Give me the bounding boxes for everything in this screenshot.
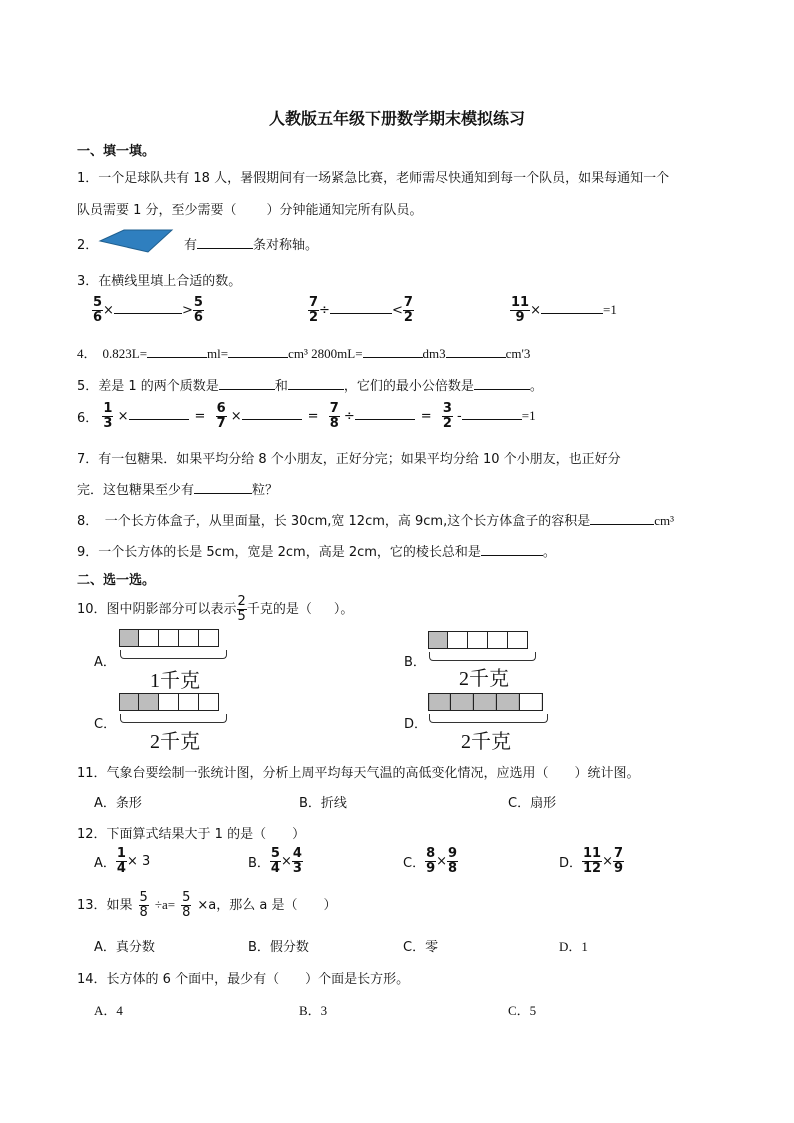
- numerator: 5: [193, 295, 203, 310]
- empty-cell: [179, 693, 199, 711]
- answer-blank[interactable]: [147, 345, 207, 358]
- brace: [429, 652, 536, 661]
- denominator: 9: [614, 861, 624, 876]
- question-12: 12．下面算式结果大于 1 的是（ ）: [77, 827, 306, 842]
- option-d-label: 2千克: [461, 731, 511, 753]
- q4-text-d: dm3: [422, 346, 446, 361]
- denominator: 2: [403, 310, 413, 325]
- operator: × 3: [126, 854, 151, 869]
- option-c[interactable]: C．5: [508, 1003, 537, 1018]
- question-1-line1: 1．一个足球队共有 18 人，暑假期间有一场紧急比赛，老师需尽快通知到每一个队员，如果每通知一个: [77, 171, 670, 186]
- q3-item-1: [92, 296, 204, 325]
- q7-text-a: 完．这包糖果至少有: [77, 483, 195, 498]
- denominator: 3: [292, 861, 302, 876]
- denominator: 4: [270, 861, 280, 876]
- q8-unit: cm³: [654, 513, 675, 528]
- denominator: 8: [329, 416, 339, 431]
- question-3-text: 3．在横线里填上合适的数。: [77, 274, 242, 289]
- denominator: 9: [515, 310, 525, 325]
- option-letter: A．: [94, 856, 116, 871]
- operator: ×: [530, 303, 541, 318]
- q3-item-3: [510, 296, 617, 325]
- option-d[interactable]: D．1: [559, 939, 588, 954]
- question-1-line2: [77, 199, 423, 218]
- numerator: 3: [442, 401, 452, 416]
- answer-blank[interactable]: [194, 481, 252, 494]
- empty-cell: [139, 629, 159, 647]
- numerator: 7: [614, 846, 624, 861]
- question-8: [77, 510, 674, 529]
- q1-text-b: ）分钟能通知完所有队员。: [266, 203, 423, 218]
- empty-cell: [159, 629, 179, 647]
- q4-text-b: ml=: [207, 346, 229, 361]
- shaded-cell: [428, 693, 451, 711]
- answer-blank[interactable]: [481, 543, 543, 556]
- question-7-line2: [77, 479, 278, 498]
- option-c[interactable]: [403, 847, 458, 876]
- q9-text-a: 9．一个长方体的长是 5cm，宽是 2cm，高是 2cm，它的棱长总和是: [77, 545, 481, 560]
- empty-cell: [520, 693, 543, 711]
- operator: ÷: [319, 303, 330, 318]
- option-c-label: 2千克: [150, 731, 200, 753]
- equals: =: [194, 409, 206, 424]
- option-b[interactable]: [248, 847, 303, 876]
- question-5: [77, 375, 543, 394]
- denominator: 5: [237, 609, 246, 624]
- operator: -: [457, 409, 462, 424]
- option-a[interactable]: A．真分数: [94, 940, 155, 955]
- answer-blank[interactable]: [541, 301, 603, 314]
- shaded-cell: [497, 693, 520, 711]
- q8-text-a: 8． 一个长方体盒子，从里面量，长 30cm,宽 12cm，高 9cm,这个长方体盒子的容积是: [77, 514, 591, 529]
- question-2-number: 2．: [77, 238, 99, 253]
- denominator: 7: [216, 416, 226, 431]
- empty-cell: [199, 629, 219, 647]
- answer-blank[interactable]: [242, 407, 302, 420]
- brace: [120, 714, 227, 723]
- answer-blank[interactable]: [288, 377, 344, 390]
- answer-blank[interactable]: [446, 345, 506, 358]
- shaded-cell: [119, 629, 139, 647]
- numerator: 4: [292, 846, 302, 861]
- option-a[interactable]: A．条形: [94, 796, 142, 811]
- option-a[interactable]: A．4: [94, 1003, 123, 1018]
- q2-text-a: 有: [184, 238, 198, 253]
- answer-blank[interactable]: [219, 377, 275, 390]
- equals: =1: [603, 302, 617, 317]
- option-d-letter[interactable]: D．: [404, 717, 428, 732]
- option-letter: D．: [559, 856, 583, 871]
- answer-blank[interactable]: [363, 345, 423, 358]
- shaded-cell: [474, 693, 497, 711]
- q5-text-a: 5．差是 1 的两个质数是: [77, 379, 219, 394]
- option-b-bar: [428, 631, 528, 649]
- section-heading: 一、填一填。: [77, 144, 156, 159]
- shaded-cell: [428, 631, 448, 649]
- numerator: 7: [309, 295, 319, 310]
- equals: =1: [521, 408, 536, 423]
- brace: [429, 714, 548, 723]
- numerator: 11: [511, 295, 530, 310]
- q10-text-b: 千克的是（: [246, 602, 312, 617]
- numerator: 5: [270, 846, 280, 861]
- answer-blank[interactable]: [355, 407, 415, 420]
- option-d-bar: [428, 693, 543, 711]
- q6-number: 6．: [77, 411, 99, 426]
- question-6: [77, 402, 536, 431]
- operator: ×: [280, 854, 292, 869]
- option-b-letter[interactable]: B．: [404, 655, 426, 670]
- option-b-label: 2千克: [459, 668, 509, 690]
- q4-text-e: cm'3: [505, 346, 531, 361]
- q4-text-c: cm³ 2800mL=: [288, 346, 363, 361]
- empty-cell: [488, 631, 508, 649]
- page-title: 人教版五年级下册数学期末模拟练习: [268, 109, 525, 128]
- numerator: 1: [103, 401, 113, 416]
- option-c[interactable]: C．扇形: [508, 796, 557, 811]
- option-a-letter[interactable]: A．: [94, 655, 116, 670]
- comparison: <: [391, 303, 403, 318]
- denominator: 9: [426, 861, 436, 876]
- q10-text-c: ）。: [333, 602, 354, 617]
- empty-cell: [199, 693, 219, 711]
- question-7-line1: 7．有一包糖果．如果平均分给 8 个小朋友，正好分完；如果平均分给 10 个小朋友，也正好分: [77, 452, 621, 467]
- numerator: 11: [583, 846, 602, 861]
- q5-text-b: 和: [274, 379, 288, 394]
- operator: ÷: [343, 409, 355, 424]
- operator: ×: [103, 303, 114, 318]
- q13-text-c: ×a，那么 a 是（ ）: [197, 898, 337, 913]
- empty-cell: [468, 631, 488, 649]
- option-b[interactable]: B．折线: [299, 796, 347, 811]
- answer-blank[interactable]: [129, 407, 189, 420]
- denominator: 6: [193, 310, 203, 325]
- numerator: 5: [139, 890, 148, 905]
- numerator: 7: [403, 295, 413, 310]
- option-a-bar: [119, 629, 219, 647]
- empty-cell: [159, 693, 179, 711]
- denominator: 4: [116, 861, 126, 876]
- denominator: 8: [448, 861, 458, 876]
- numerator: 1: [116, 846, 126, 861]
- question-11: 11．气象台要绘制一张统计图，分析上周平均每天气温的高低变化情况，应选用（ ）统计图。: [77, 766, 640, 781]
- numerator: 5: [93, 295, 103, 310]
- q3-item-2: [308, 296, 414, 325]
- option-c-letter[interactable]: C．: [94, 717, 117, 732]
- q7-text-b: 粒？: [252, 483, 279, 498]
- q4-text-a: 0.823L=: [102, 346, 148, 361]
- option-d[interactable]: [559, 847, 624, 876]
- shaded-cell: [119, 693, 139, 711]
- brace: [120, 650, 227, 659]
- numerator: 6: [216, 401, 226, 416]
- answer-blank[interactable]: [197, 236, 253, 249]
- rhombus-figure: [98, 228, 174, 254]
- denominator: 3: [103, 416, 113, 431]
- operator: ×: [602, 854, 614, 869]
- option-c-bar: [119, 693, 219, 711]
- option-a[interactable]: [94, 847, 150, 876]
- numerator: 8: [426, 846, 436, 861]
- q5-text-d: 。: [529, 379, 543, 394]
- denominator: 8: [182, 905, 191, 920]
- denominator: 8: [139, 905, 148, 920]
- numerator: 7: [329, 401, 339, 416]
- operator: ×: [436, 854, 448, 869]
- answer-blank[interactable]: [474, 377, 530, 390]
- answer-blank[interactable]: [590, 512, 654, 525]
- empty-cell: [508, 631, 528, 649]
- answer-blank[interactable]: [228, 345, 288, 358]
- operator: ×: [117, 409, 129, 424]
- q10-text-a: 10．图中阴影部分可以表示: [77, 602, 237, 617]
- denominator: 12: [583, 861, 602, 876]
- q4-number: 4．: [77, 346, 97, 361]
- answer-blank[interactable]: [462, 407, 522, 420]
- denominator: 2: [309, 310, 319, 325]
- answer-blank[interactable]: [114, 301, 182, 314]
- shaded-cell: [451, 693, 474, 711]
- option-letter: B．: [248, 856, 270, 871]
- q9-text-b: 。: [542, 545, 556, 560]
- empty-cell: [179, 629, 199, 647]
- question-4: [77, 343, 530, 362]
- q13-text-a: 13．如果: [77, 898, 133, 913]
- comparison: >: [181, 303, 193, 318]
- q1-text-a: 队员需要 1 分，至少需要（: [77, 203, 237, 218]
- q13-text-b: ÷a=: [154, 897, 176, 912]
- answer-blank[interactable]: [330, 301, 392, 314]
- shaded-cell: [139, 693, 159, 711]
- operator: ×: [230, 409, 242, 424]
- numerator: 9: [448, 846, 458, 861]
- option-b[interactable]: B．3: [299, 1003, 328, 1018]
- denominator: 2: [442, 416, 452, 431]
- question-13: [77, 891, 336, 920]
- equals: =: [420, 409, 432, 424]
- question-2-text: [184, 234, 318, 253]
- section-heading: 二、选一选。: [77, 573, 156, 588]
- option-c[interactable]: C．零: [403, 940, 439, 955]
- option-a-label: 1千克: [150, 670, 200, 692]
- numerator: 2: [237, 594, 246, 609]
- q5-text-c: ，它们的最小公倍数是: [343, 379, 474, 394]
- question-9: [77, 541, 556, 560]
- empty-cell: [448, 631, 468, 649]
- numerator: 5: [182, 890, 191, 905]
- q2-text-b: 条对称轴。: [253, 238, 319, 253]
- option-letter: C．: [403, 856, 426, 871]
- question-14: 14．长方体的 6 个面中，最少有（ ）个面是长方形。: [77, 972, 410, 987]
- question-10: [77, 595, 353, 624]
- rhombus-shape: [100, 230, 172, 252]
- option-b[interactable]: B．假分数: [248, 940, 309, 955]
- equals: =: [307, 409, 319, 424]
- denominator: 6: [93, 310, 103, 325]
